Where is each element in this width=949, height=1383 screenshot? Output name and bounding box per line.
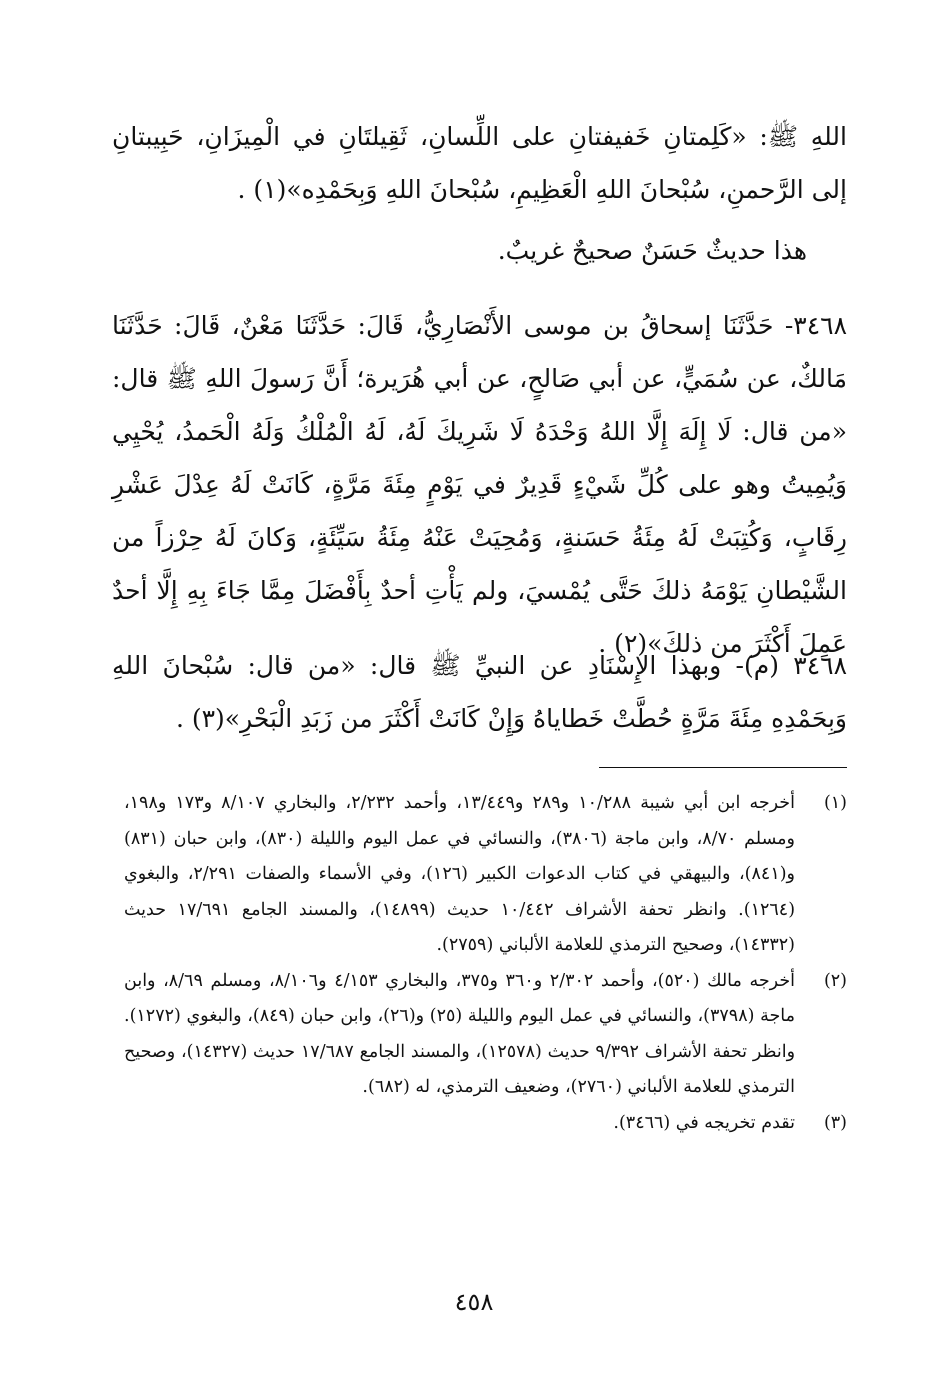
grading-line: هذا حديثٌ حَسَنٌ صحيحٌ غريبٌ.	[497, 236, 807, 265]
footnote	[124, 1106, 847, 1142]
page-number: ٤٥٨	[454, 1288, 494, 1316]
footnote-text: تقدم تخريجه في (٣٤٦٦).	[613, 1112, 795, 1133]
main-text	[112, 110, 847, 745]
footnote-separator	[599, 767, 847, 768]
footnote-number: (١)	[823, 793, 847, 813]
footnote	[124, 964, 847, 1106]
footnote-number: (٢)	[823, 970, 847, 991]
hadith-3468: ٣٤٦٨- حَدَّثَنَا إسحاقُ بن موسى الأَنْصَارِيُّ، قَالَ: حَدَّثَنَا مَعْنٌ، قَالَ: حَدَّثَنَا مَالكٌ، عن سُمَيٍّ، عن أبي صَالحٍ، عن أبي هُرَيرة؛ أَنَّ رَسولَ اللهِ ﷺ قال: «من قال: لَا إِلَهَ إِلَّا اللهُ وَحْدَهُ لَا شَرِيكَ لَهُ، لَهُ الْمُلْكُ وَلَهُ الْحَمدُ، يُحْيِي وَيُمِيتُ وهو على كُلِّ شَيْءٍ قَدِيرٌ في يَوْمٍ مِئَةَ مَرَّةٍ، كَانَتْ لَهُ عِدْلَ عَشْرِ رِقَابٍ، وَكُتِبَتْ لَهُ مِئَةُ حَسَنةٍ، وَمُحِيَتْ عَنْهُ مِئَةُ سَيِّئَةٍ، وَكانَ لَهُ حِرْزاً من الشَّيْطانِ يَوْمَهُ ذلكَ حَتَّى يُمْسيَ، ولم يَأْتِ أحدٌ بِأَفْضَلَ مِمَّا جَاءَ بِهِ إِلَّا أحدٌ عَمِلَ أَكْثَرَ من ذلكَ»(٢) .	[112, 311, 847, 658]
footnote-number: (٣)	[823, 1112, 847, 1133]
footnote-text: أخرجه مالك (٥٢٠)، وأحمد ٢/٣٠٢ و٣٦٠ و٣٧٥، والبخاري ٤/١٥٣ و٨/١٠٦، ومسلم ٨/٦٩، وابن ماجة (٣٧٩٨)، والنسائي في عمل اليوم والليلة (٢٥) و(٢٦)، وابن حبان (٨٤٩)، والبغوي (١٢٧٢). وانظر تحفة الأشراف ٩/٣٩٢ حديث (١٢٥٧٨)، والمسند الجامع ١٧/٦٨٧ حديث (١٤٣٢٧)، وصحيح الترمذي للعلامة الألباني (٢٧٦٠)، وضعيف الترمذي، له (٦٨٢).	[124, 970, 796, 1097]
hadith-3468-m: ٣٤٦٨ (م)- وبهذا الإِسْنَادِ عن النبيِّ ﷺ قال: «من قال: سُبْحانَ اللهِ وَبِحَمْدِهِ مِئَةَ مَرَّةٍ حُطَّتْ خَطاياهُ وَإِنْ كَانَتْ أَكْثَرَ من زَبَدِ الْبَحْرِ»(٣) .	[112, 651, 847, 733]
footnote-text: أخرجه ابن أبي شيبة ١٠/٢٨٨ و٢٨٩ و١٣/٤٤٩، وأحمد ٢/٢٣٢، والبخاري ٨/١٠٧ و١٧٣ و١٩٨، ومسلم ٨/٧٠، وابن ماجة (٣٨٠٦)، والنسائي في عمل اليوم والليلة (٨٣٠)، وابن حبان (٨٣١) و(٨٤١)، والبيهقي في كتاب الدعوات الكبير (١٢٦)، وفي الأسماء والصفات ٢/٢٩١، والبغوي (١٢٦٤). وانظر تحفة الأشراف ١٠/٤٤٢ حديث (١٤٨٩٩)، والمسند الجامع ١٧/٦٩١ حديث (١٤٣٣٢)، وصحيح الترمذي للعلامة الألباني (٢٧٥٩).	[124, 793, 796, 955]
hadith-continuation: اللهِ ﷺ: «كَلِمتانِ خَفيفتانِ على اللِّسانِ، ثَقِيلتَانِ في الْمِيزَانِ، حَبِيبتانِ إلى الرَّحمنِ، سُبْحانَ اللهِ الْعَظِيمِ، سُبْحانَ اللهِ وَبِحَمْدِه»(١) .	[112, 122, 847, 204]
footnotes	[124, 786, 847, 1141]
footnote	[124, 786, 847, 964]
